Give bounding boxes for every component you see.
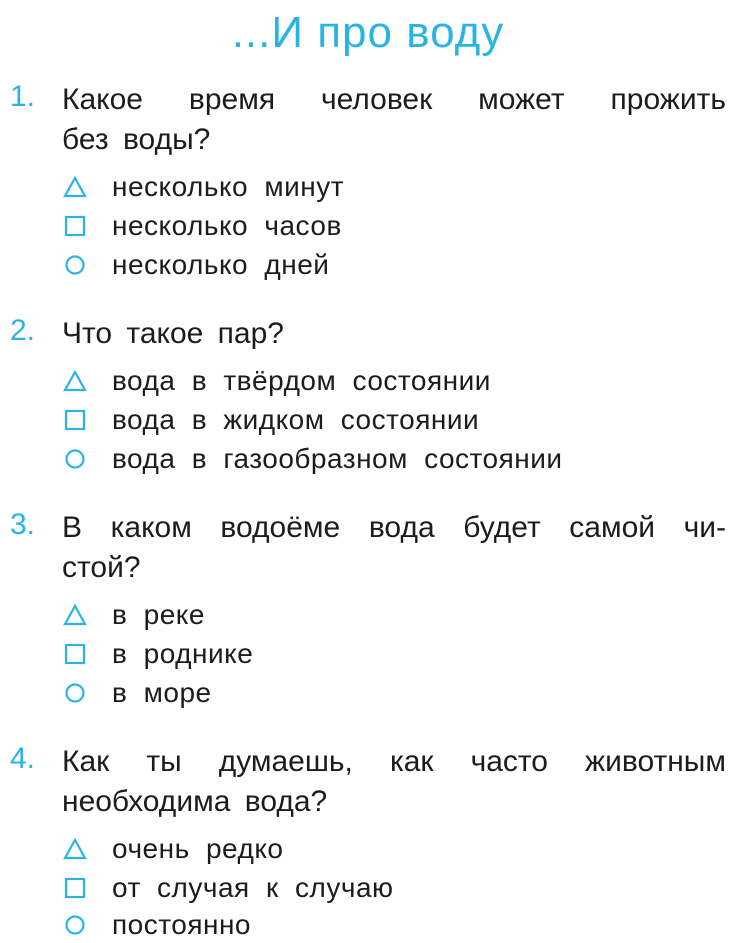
answer-option[interactable]	[62, 442, 563, 476]
option-label: очень редко	[112, 833, 284, 864]
square-icon[interactable]	[62, 641, 88, 667]
option-label: вода в газообразном состоянии	[112, 443, 563, 474]
circle-icon[interactable]	[62, 912, 88, 938]
triangle-icon[interactable]	[62, 368, 88, 394]
option-label: несколько часов	[112, 210, 342, 241]
question-text-line: Что такое пар?	[62, 317, 284, 350]
answer-option[interactable]	[62, 364, 491, 398]
question-text-line: В каком водоёме вода будет самой чи-	[62, 511, 726, 544]
question-number: 3.	[10, 508, 36, 541]
option-label: вода в жидком состоянии	[112, 404, 480, 435]
triangle-icon[interactable]	[62, 174, 88, 200]
question-text-line: необходима вода?	[62, 785, 328, 818]
triangle-icon[interactable]	[62, 602, 88, 628]
circle-icon[interactable]	[62, 446, 88, 472]
question-number: 4.	[10, 742, 36, 775]
answer-option[interactable]	[62, 209, 342, 243]
square-icon[interactable]	[62, 213, 88, 239]
option-label: от случая к случаю	[112, 872, 394, 903]
option-label: в реке	[112, 599, 205, 630]
circle-icon[interactable]	[62, 680, 88, 706]
circle-icon[interactable]	[62, 252, 88, 278]
square-icon[interactable]	[62, 875, 88, 901]
triangle-icon[interactable]	[62, 836, 88, 862]
answer-option[interactable]	[62, 832, 283, 866]
option-label: несколько дней	[112, 249, 330, 280]
option-label: несколько минут	[112, 171, 345, 202]
answer-option[interactable]	[62, 676, 212, 710]
question-number: 2.	[10, 314, 36, 347]
answer-option[interactable]	[62, 248, 329, 282]
question-text-line: Какое время человек может прожить	[62, 83, 726, 116]
answer-option[interactable]	[62, 908, 251, 942]
option-label: вода в твёрдом состоянии	[112, 365, 491, 396]
answer-option[interactable]	[62, 871, 394, 905]
question-text-line: без воды?	[62, 123, 211, 156]
question-text-line: Как ты думаешь, как часто животным	[62, 745, 726, 778]
question-text-line: стой?	[62, 551, 141, 584]
page-title: ...И про воду	[231, 8, 505, 57]
answer-option[interactable]	[62, 637, 253, 671]
answer-option[interactable]	[62, 403, 479, 437]
option-label: в море	[112, 677, 212, 708]
option-label: в роднике	[112, 638, 254, 669]
answer-option[interactable]	[62, 598, 205, 632]
answer-option[interactable]	[62, 170, 344, 204]
question-number: 1.	[10, 80, 36, 113]
square-icon[interactable]	[62, 407, 88, 433]
option-label: постоянно	[112, 909, 251, 940]
